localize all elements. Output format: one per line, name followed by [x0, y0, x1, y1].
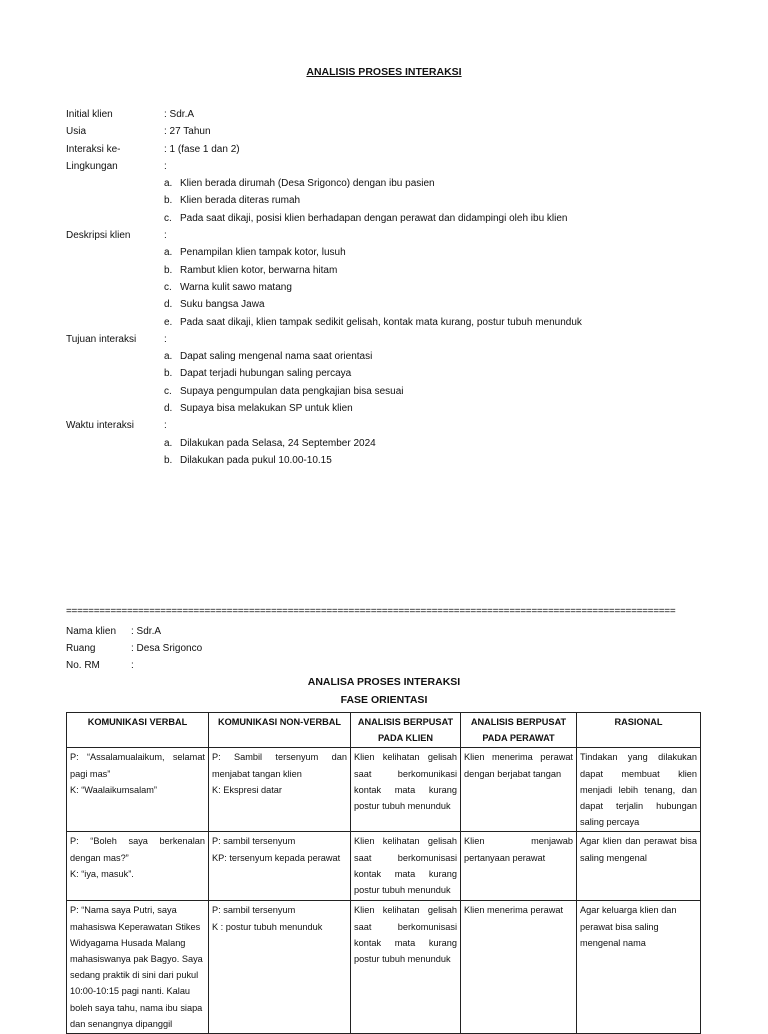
tujuan-item: Dapat saling mengenal nama saat orientasi	[180, 351, 373, 363]
cell-verbal	[67, 901, 209, 1034]
cell-klien: Klien kelihatan gelisah saat berkomunisasi kontak mata kurang postur tubuh menunduk	[351, 832, 461, 901]
info-row-usia	[66, 123, 706, 140]
deskripsi-colon: :	[164, 230, 167, 242]
cell-nonverbal	[209, 901, 351, 1034]
patient-row-rm	[66, 657, 202, 674]
usia-value: : 27 Tahun	[164, 126, 211, 138]
cell-rasional: Tindakan yang dilakukan dapat membuat klien menjadi lebih tenang, dan dapat terjalin hubungan saling percaya	[577, 748, 701, 832]
nonverbal-line: P: sambil tersenyum	[212, 836, 296, 847]
table-row	[67, 832, 701, 901]
tujuan-item: Dapat terjadi hubungan saling percaya	[180, 368, 352, 380]
deskripsi-item: Rambut klien kotor, berwarna hitam	[180, 264, 338, 276]
list-item	[66, 452, 706, 469]
deskripsi-item: Penampilan klien tampak kotor, lusuh	[180, 247, 346, 259]
nama-value: : Sdr.A	[131, 626, 162, 637]
list-item	[66, 192, 706, 209]
list-marker: c.	[164, 212, 172, 224]
table-header-row	[67, 713, 701, 748]
cell-nonverbal	[209, 832, 351, 901]
tujuan-label: Tujuan interaksi	[66, 333, 137, 345]
cell-klien: Klien kelihatan gelisah saat berkomunikasi kontak mata kurang postur tubuh menunduk	[351, 748, 461, 832]
list-marker: b.	[164, 264, 173, 276]
cell-perawat: Klien menjawab pertanyaan perawat	[461, 832, 577, 901]
list-item	[66, 435, 706, 452]
list-marker: e.	[164, 316, 173, 328]
tujuan-colon: :	[164, 333, 167, 345]
interaksi-value: : 1 (fase 1 dan 2)	[164, 143, 240, 155]
verbal-line: P: “Assalamualaikum, selamat pagi mas”	[70, 752, 205, 779]
list-marker: a.	[164, 178, 173, 190]
cell-perawat: Klien menerima perawat	[461, 901, 577, 1034]
verbal-line: P: “Boleh saya berkenalan dengan mas?”	[70, 836, 205, 863]
list-marker: a.	[164, 351, 173, 363]
info-row-waktu	[66, 417, 706, 434]
list-item	[66, 383, 706, 400]
ruang-label: Ruang	[66, 643, 96, 654]
nama-label: Nama klien	[66, 626, 117, 637]
list-marker: d.	[164, 299, 173, 311]
tujuan-item: Supaya bisa melakukan SP untuk klien	[180, 403, 353, 415]
rm-value: :	[131, 660, 134, 671]
deskripsi-item: Warna kulit sawo matang	[180, 281, 292, 293]
list-item	[66, 210, 706, 227]
nonverbal-line: P: Sambil tersenyum dan menjabat tangan klien	[212, 752, 347, 779]
patient-info	[66, 623, 202, 674]
deskripsi-item: Suku bangsa Jawa	[180, 299, 265, 311]
list-item	[66, 400, 706, 417]
table-title: ANALISA PROSES INTERAKSI	[307, 676, 461, 688]
patient-row-ruang	[66, 640, 202, 657]
nonverbal-line: K: Ekspresi datar	[212, 784, 282, 795]
verbal-line: P: “Nama saya Putri, saya mahasiswa Keperawatan Stikes Widyagama Husada Malang mahasiswanya pak Bagyo. Saya sedang praktik di sini dari pukul 10:00-10:15 pagi nanti. Kalau boleh saya tahu, nama ibu siapa dan senangnya dipanggil	[70, 905, 203, 1029]
list-marker: a.	[164, 437, 173, 449]
header-verbal: KOMUNIKASI VERBAL	[67, 713, 209, 748]
lingkungan-item: Klien berada dirumah (Desa Srigonco) dengan ibu pasien	[180, 178, 435, 190]
lingkungan-item: Klien berada diteras rumah	[180, 195, 301, 207]
interaction-table	[66, 712, 701, 1034]
lingkungan-colon: :	[164, 160, 167, 172]
nonverbal-line: K : postur tubuh menunduk	[212, 921, 323, 932]
cell-rasional: Agar klien dan perawat bisa saling mengenal	[577, 832, 701, 901]
deskripsi-item: Pada saat dikaji, klien tampak sedikit gelisah, kontak mata kurang, postur tubuh menunduk	[180, 316, 582, 328]
interaksi-label: Interaksi ke-	[66, 143, 121, 155]
waktu-item: Dilakukan pada Selasa, 24 September 2024	[180, 437, 376, 449]
waktu-colon: :	[164, 420, 167, 432]
table-row	[67, 901, 701, 1034]
cell-rasional: Agar keluarga klien dan perawat bisa saling mengenal nama	[577, 901, 701, 1034]
verbal-line: K: “Waalaikumsalam”	[70, 784, 157, 795]
patient-row-nama	[66, 623, 202, 640]
cell-perawat: Klien menerima perawat dengan berjabat tangan	[461, 748, 577, 832]
rm-label: No. RM	[66, 660, 100, 671]
list-item	[66, 244, 706, 261]
info-row-initial	[66, 106, 706, 123]
list-item	[66, 296, 706, 313]
usia-label: Usia	[66, 126, 87, 138]
info-row-lingkungan	[66, 158, 706, 175]
info-row-deskripsi	[66, 227, 706, 244]
lingkungan-item: Pada saat dikaji, posisi klien berhadapan dengan perawat dan didampingi oleh ibu klien	[180, 212, 568, 224]
info-row-tujuan	[66, 331, 706, 348]
list-marker: c.	[164, 385, 172, 397]
cell-verbal	[67, 832, 209, 901]
nonverbal-line: KP: tersenyum kepada perawat	[212, 852, 341, 863]
list-item	[66, 365, 706, 382]
verbal-line: K: “iya, masuk”.	[70, 868, 134, 879]
list-marker: b.	[164, 195, 173, 207]
lingkungan-label: Lingkungan	[66, 160, 118, 172]
header-nonverbal: KOMUNIKASI NON-VERBAL	[209, 713, 351, 748]
section-divider: ==============================================================================================================	[66, 606, 676, 617]
header-klien: ANALISIS BERPUSAT PADA KLIEN	[351, 713, 461, 748]
header-perawat: ANALISIS BERPUSAT PADA PERAWAT	[461, 713, 577, 748]
info-row-interaksi	[66, 141, 706, 158]
tujuan-item: Supaya pengumpulan data pengkajian bisa sesuai	[180, 385, 404, 397]
initial-label: Initial klien	[66, 109, 113, 120]
list-item	[66, 262, 706, 279]
cell-klien: Klien kelihatan gelisah saat berkomunisasi kontak mata kurang postur tubuh menunduk	[351, 901, 461, 1034]
deskripsi-label: Deskripsi klien	[66, 230, 131, 242]
list-marker: d.	[164, 403, 173, 415]
ruang-value: : Desa Srigonco	[131, 643, 203, 654]
list-item	[66, 279, 706, 296]
waktu-label: Waktu interaksi	[66, 420, 134, 432]
list-marker: b.	[164, 368, 173, 380]
cell-nonverbal	[209, 748, 351, 832]
phase-title: FASE ORIENTASI	[340, 694, 428, 706]
initial-value: : Sdr.A	[164, 109, 195, 120]
list-item	[66, 348, 706, 365]
cell-verbal	[67, 748, 209, 832]
header-rasional: RASIONAL	[577, 713, 701, 748]
table-row	[67, 748, 701, 832]
list-marker: a.	[164, 247, 173, 259]
interaction-info	[66, 106, 706, 469]
waktu-item: Dilakukan pada pukul 10.00-10.15	[180, 454, 332, 466]
list-item	[66, 314, 706, 331]
list-marker: b.	[164, 454, 173, 466]
list-item	[66, 175, 706, 192]
document-title: ANALISIS PROSES INTERAKSI	[306, 66, 462, 78]
nonverbal-line: P: sambil tersenyum	[212, 905, 296, 916]
list-marker: c.	[164, 281, 172, 293]
